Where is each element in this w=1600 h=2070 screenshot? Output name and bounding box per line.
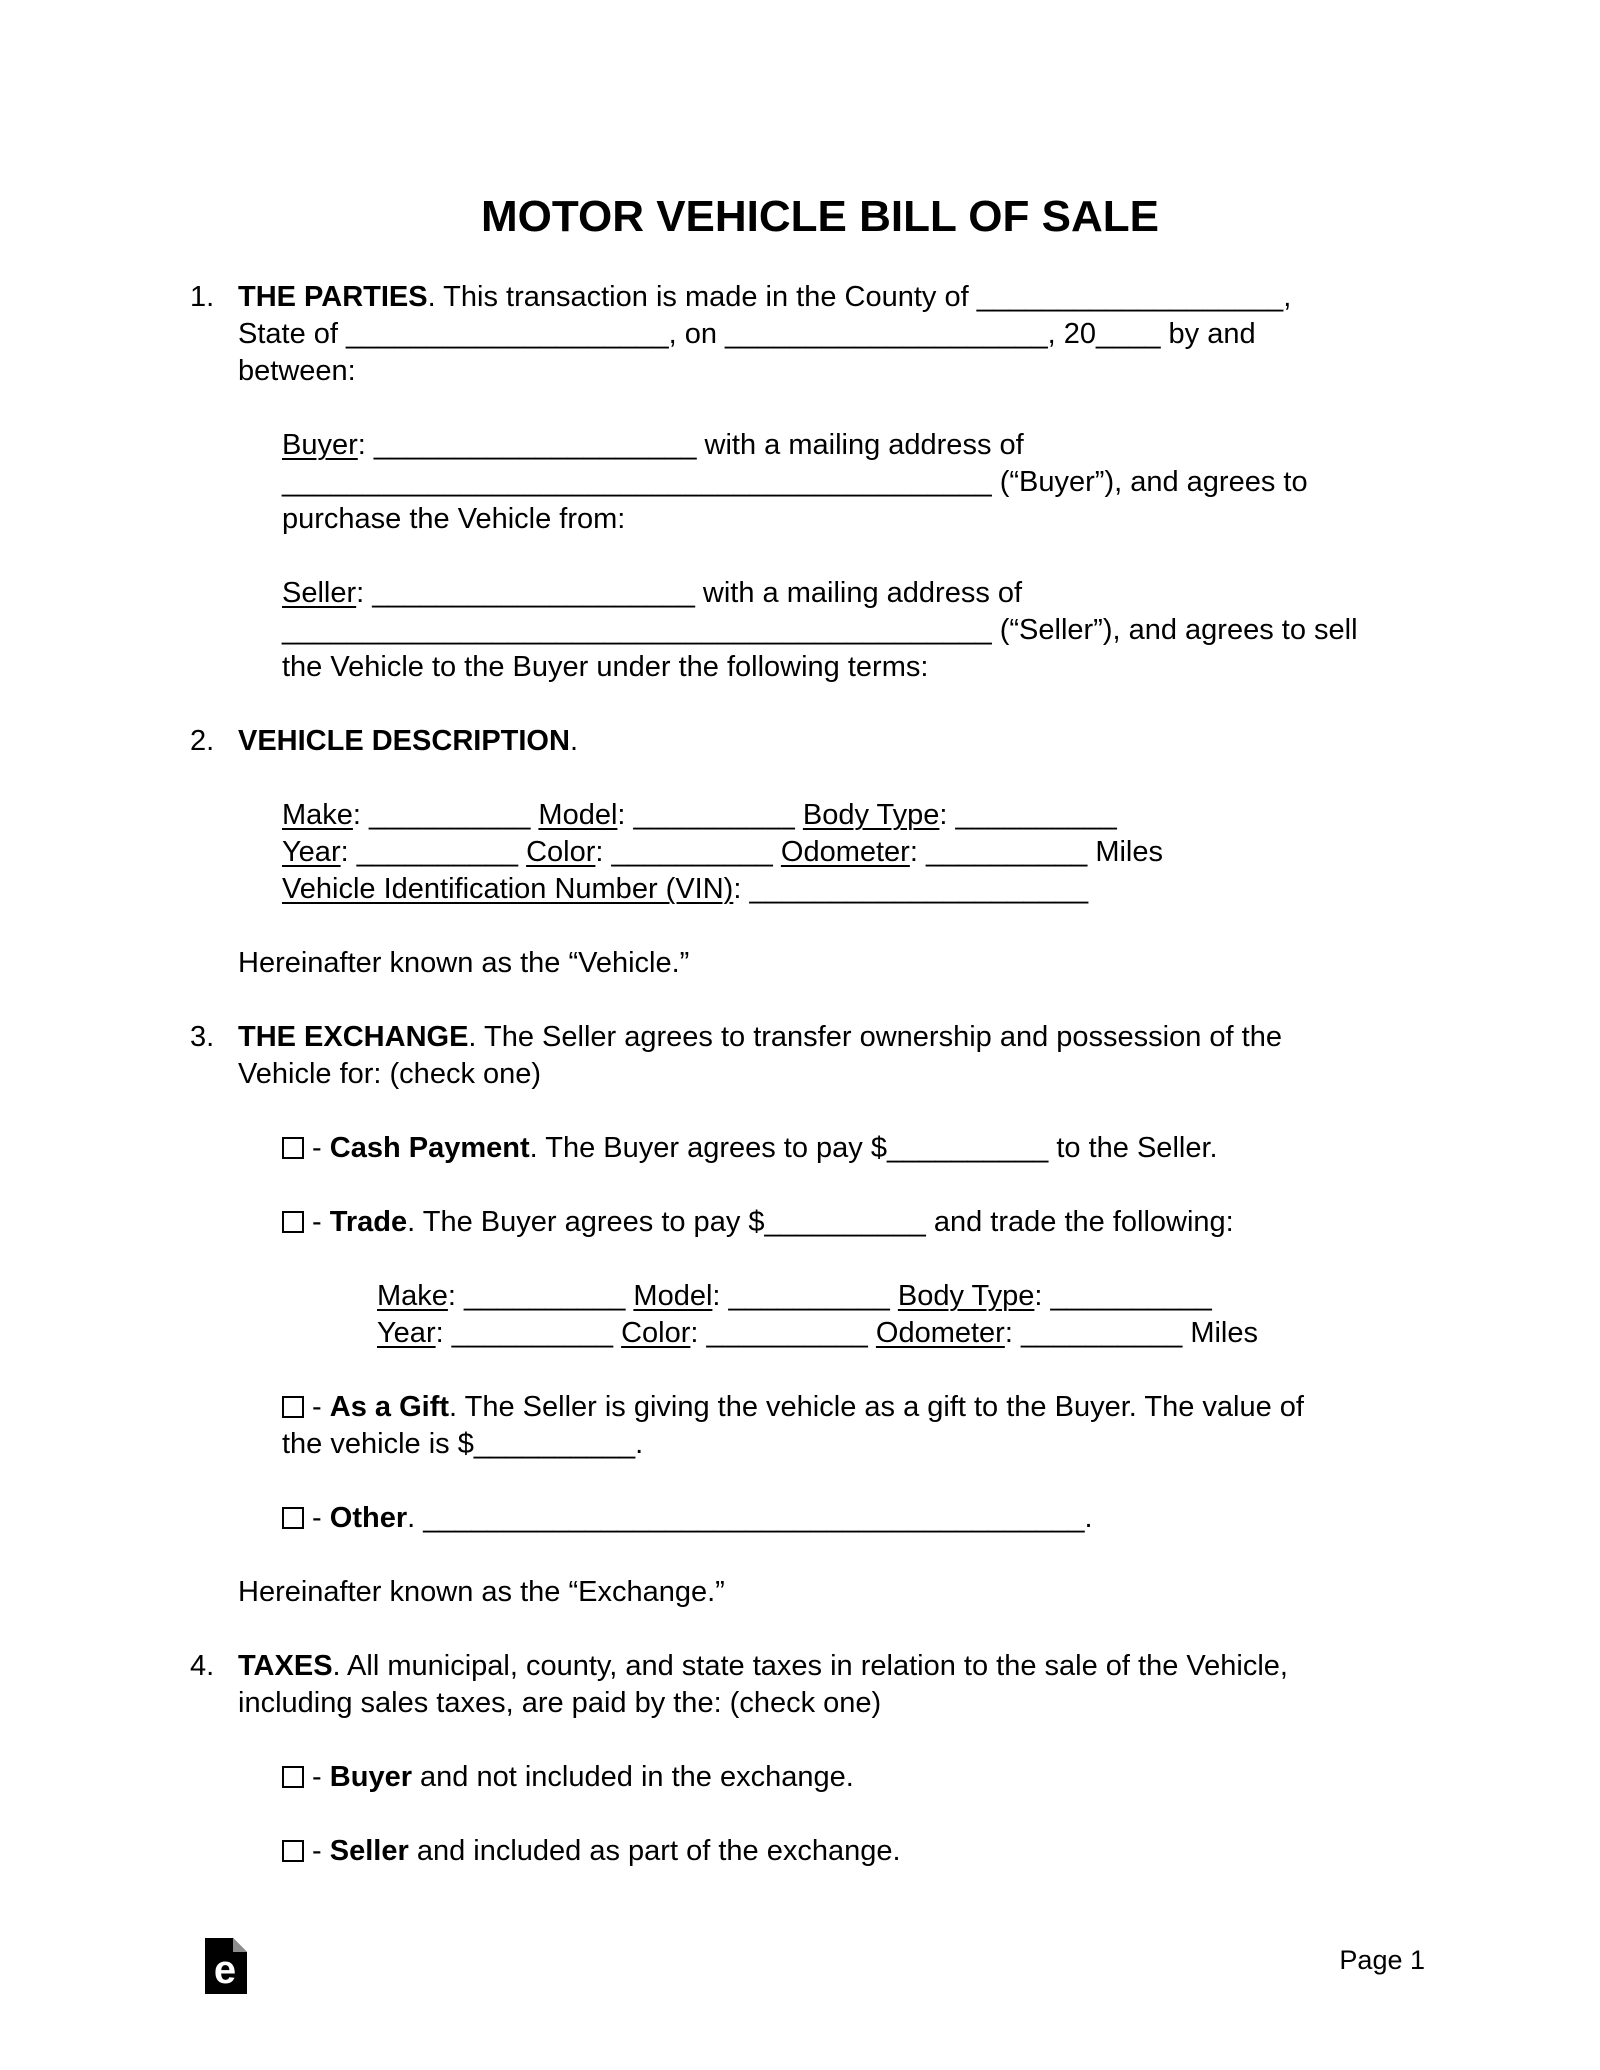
text-segment	[868, 1317, 876, 1349]
buyer-name-blank[interactable]: ____________________	[373, 429, 697, 461]
gift-value-blank[interactable]: __________	[473, 1428, 636, 1460]
text-segment: with a mailing address of	[694, 577, 1023, 609]
text-segment: the vehicle is $	[282, 1428, 474, 1460]
text-line	[282, 612, 1450, 649]
text-segment: . The Buyer agrees to pay $	[407, 1206, 765, 1238]
text-segment: .	[1084, 1502, 1093, 1534]
text-segment: -	[304, 1761, 330, 1793]
bold-text: Trade	[329, 1206, 408, 1238]
trade-model-label: Model	[633, 1280, 713, 1312]
text-segment: State of	[238, 318, 347, 350]
text-segment: :	[690, 1317, 707, 1349]
text-segment: :	[356, 577, 373, 609]
text-line	[282, 501, 1450, 538]
text-segment: , 20	[1047, 318, 1096, 350]
odometer-blank[interactable]: __________	[925, 836, 1088, 868]
year-blank[interactable]: ____	[1095, 318, 1161, 350]
bold-text: THE EXCHANGE	[238, 1021, 469, 1053]
list-number: 1.	[190, 281, 215, 313]
text-segment: Vehicle for: (check one)	[238, 1058, 542, 1090]
cash-payment-option	[282, 1130, 1450, 1167]
taxes-seller-option	[282, 1833, 1450, 1870]
text-segment: Hereinafter known as the “Vehicle.”	[238, 947, 690, 979]
text-segment: (“Buyer”), and agrees to	[991, 466, 1308, 498]
buyer-paragraph	[282, 427, 1450, 538]
seller-label: Seller	[282, 577, 357, 609]
text-line	[238, 1648, 1450, 1685]
text-segment: purchase the Vehicle from:	[282, 503, 626, 535]
text-segment: :	[447, 1280, 465, 1312]
year-field-blank[interactable]: __________	[356, 836, 519, 868]
state-blank[interactable]: ____________________	[346, 318, 669, 350]
text-segment	[518, 836, 526, 868]
make-blank[interactable]: __________	[369, 799, 531, 831]
trade-odometer-blank[interactable]: __________	[1020, 1317, 1183, 1349]
taxes-buyer-option	[282, 1759, 1450, 1796]
year-label: Year	[282, 836, 341, 868]
as-a-gift-checkbox-icon[interactable]	[282, 1396, 304, 1418]
make-label: Make	[282, 799, 353, 831]
buyer-address-blank[interactable]: ____________________________________________	[282, 466, 992, 498]
bold-text: Seller	[329, 1835, 409, 1867]
bold-text: As a Gift	[329, 1391, 450, 1423]
other-checkbox-icon[interactable]	[282, 1507, 304, 1529]
logo-letter: e	[213, 1948, 237, 1992]
text-line	[377, 1315, 1450, 1352]
text-line	[282, 464, 1450, 501]
bold-text: TAXES	[238, 1650, 333, 1682]
text-segment: . The Seller agrees to transfer ownership and possession of the	[468, 1021, 1282, 1053]
trade-vehicle-fields	[377, 1278, 1450, 1352]
trade-color-blank[interactable]: __________	[706, 1317, 868, 1349]
body-type-label: Body Type	[802, 799, 940, 831]
text-line	[282, 1759, 1450, 1796]
text-line	[238, 316, 1450, 353]
text-segment: :	[617, 799, 634, 831]
bold-text: VEHICLE DESCRIPTION	[238, 725, 570, 757]
text-segment: :	[352, 799, 370, 831]
eforms-document-logo-icon	[205, 1938, 247, 1994]
model-label: Model	[538, 799, 618, 831]
text-segment: -	[304, 1835, 330, 1867]
text-line	[238, 1574, 1450, 1611]
other-description-blank[interactable]: _________________________________________	[423, 1502, 1085, 1534]
text-segment: :	[712, 1280, 729, 1312]
list-number: 4.	[190, 1650, 215, 1682]
trade-make-label: Make	[377, 1280, 448, 1312]
text-line	[238, 1019, 1450, 1056]
text-segment	[890, 1280, 898, 1312]
trade-year-label: Year	[377, 1317, 436, 1349]
text-segment: the Vehicle to the Buyer under the following terms:	[282, 651, 929, 683]
text-line	[238, 279, 1450, 316]
text-segment: :	[357, 429, 374, 461]
text-segment: . All municipal, county, and state taxes in relation to the sale of the Vehicle,	[332, 1650, 1288, 1682]
text-segment: Miles	[1182, 1317, 1258, 1349]
color-label: Color	[526, 836, 596, 868]
trade-model-blank[interactable]: __________	[728, 1280, 890, 1312]
other-option	[282, 1500, 1450, 1537]
trade-make-blank[interactable]: __________	[464, 1280, 626, 1312]
text-segment: :	[733, 873, 750, 905]
cash-payment-checkbox-icon[interactable]	[282, 1137, 304, 1159]
text-line	[282, 575, 1450, 612]
text-segment: -	[304, 1206, 330, 1238]
text-line	[282, 797, 1450, 834]
text-segment: Hereinafter known as the “Exchange.”	[238, 1576, 725, 1608]
text-segment: :	[1034, 1280, 1051, 1312]
text-segment	[795, 799, 803, 831]
text-segment: :	[939, 799, 956, 831]
text-segment: . The Buyer agrees to pay $	[529, 1132, 887, 1164]
gift-option	[282, 1389, 1450, 1463]
buyer-label: Buyer	[282, 429, 358, 461]
text-segment: .	[635, 1428, 644, 1460]
date-blank[interactable]: ____________________	[725, 318, 1048, 350]
text-segment: ,	[1283, 281, 1292, 313]
trade-odometer-label: Odometer	[875, 1317, 1005, 1349]
taxes-section	[190, 1648, 1450, 1722]
text-line	[238, 723, 1450, 760]
text-segment: (“Seller”), and agrees to sell	[991, 614, 1358, 646]
taxes-buyer-checkbox-icon[interactable]	[282, 1766, 304, 1788]
text-line	[282, 649, 1450, 686]
trade-color-label: Color	[621, 1317, 691, 1349]
text-segment: . The Seller is giving the vehicle as a gift to the Buyer. The value of	[449, 1391, 1304, 1423]
vin-blank[interactable]: _____________________	[749, 873, 1089, 905]
text-segment: . This transaction is made in the County of	[427, 281, 977, 313]
bold-text: Buyer	[329, 1761, 412, 1793]
body-type-blank[interactable]: __________	[955, 799, 1117, 831]
text-line	[377, 1278, 1450, 1315]
cash-amount-blank[interactable]: __________	[887, 1132, 1049, 1164]
bold-text: Cash Payment	[329, 1132, 530, 1164]
county-blank[interactable]: ___________________	[976, 281, 1284, 313]
the-exchange-section	[190, 1019, 1450, 1093]
text-segment: :	[909, 836, 926, 868]
list-number: 3.	[190, 1021, 215, 1053]
text-segment: including sales taxes, are paid by the: (check one)	[238, 1687, 882, 1719]
bold-text: THE PARTIES	[238, 281, 428, 313]
document-title: MOTOR VEHICLE BILL OF SALE	[481, 192, 1159, 241]
text-segment: -	[304, 1391, 330, 1423]
trade-body-type-blank[interactable]: __________	[1050, 1280, 1212, 1312]
text-segment: .	[569, 725, 578, 757]
text-line	[282, 1833, 1450, 1870]
vehicle-known-as	[238, 945, 1450, 982]
odometer-label: Odometer	[780, 836, 910, 868]
trade-body-type-label: Body Type	[897, 1280, 1035, 1312]
the-parties-section	[190, 279, 1450, 390]
text-segment: :	[435, 1317, 452, 1349]
seller-paragraph	[282, 575, 1450, 686]
page-number: Page 1	[1339, 1945, 1425, 1975]
text-line	[282, 1500, 1450, 1537]
text-line	[282, 1204, 1450, 1241]
text-segment: :	[340, 836, 357, 868]
text-segment	[613, 1317, 621, 1349]
text-line	[282, 871, 1450, 908]
text-segment: and not included in the exchange.	[411, 1761, 854, 1793]
text-segment: and included as part of the exchange.	[408, 1835, 901, 1867]
text-segment: , on	[668, 318, 726, 350]
text-line	[282, 1389, 1450, 1426]
trade-option	[282, 1204, 1450, 1241]
exchange-known-as	[238, 1574, 1450, 1611]
text-segment: -	[304, 1502, 330, 1534]
text-segment: by and	[1160, 318, 1256, 350]
text-line	[282, 427, 1450, 464]
text-line	[238, 1685, 1450, 1722]
seller-name-blank[interactable]: ____________________	[372, 577, 695, 609]
text-segment: -	[304, 1132, 330, 1164]
trade-checkbox-icon[interactable]	[282, 1211, 304, 1233]
text-segment	[773, 836, 781, 868]
text-segment: Miles	[1087, 836, 1163, 868]
text-line	[282, 834, 1450, 871]
text-line	[238, 353, 1450, 390]
trade-amount-blank[interactable]: __________	[764, 1206, 926, 1238]
text-segment: :	[1004, 1317, 1021, 1349]
text-segment: between:	[238, 355, 356, 387]
seller-address-blank[interactable]: ____________________________________________	[282, 614, 992, 646]
text-segment: :	[595, 836, 612, 868]
text-line	[282, 1426, 1450, 1463]
text-segment: and trade the following:	[925, 1206, 1234, 1238]
text-line	[238, 1056, 1450, 1093]
bold-text: Other	[329, 1502, 408, 1534]
document-body	[190, 279, 1450, 1870]
model-blank[interactable]: __________	[633, 799, 795, 831]
vehicle-description-section	[190, 723, 1450, 760]
trade-year-blank[interactable]: __________	[451, 1317, 614, 1349]
vehicle-fields	[282, 797, 1450, 908]
vin-label: Vehicle Identification Number (VIN)	[282, 873, 734, 905]
color-blank[interactable]: __________	[611, 836, 773, 868]
text-segment: .	[407, 1502, 424, 1534]
text-line	[282, 1130, 1450, 1167]
text-segment: to the Seller.	[1048, 1132, 1218, 1164]
list-number: 2.	[190, 725, 215, 757]
taxes-seller-checkbox-icon[interactable]	[282, 1840, 304, 1862]
text-line	[238, 945, 1450, 982]
text-segment: with a mailing address of	[696, 429, 1024, 461]
